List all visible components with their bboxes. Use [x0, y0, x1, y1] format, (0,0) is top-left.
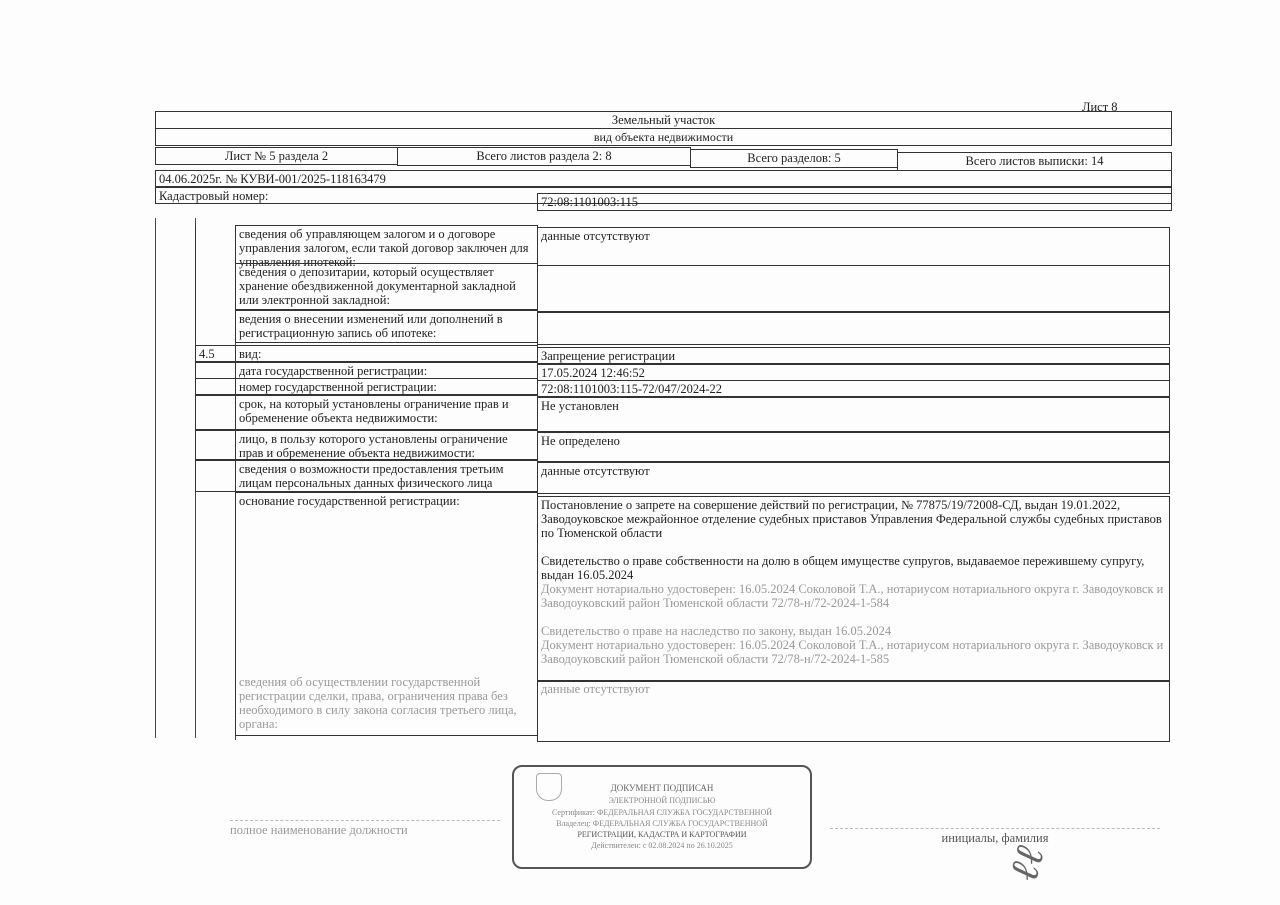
object-title: Земельный участок	[155, 111, 1172, 129]
row-label: срок, на который установлены ограничение прав и обременение объекта недвижимости:	[235, 395, 538, 430]
basis-paragraph-2	[541, 554, 1166, 610]
sheet-number: Лист 8	[1082, 100, 1118, 114]
basis-text: Документ нотариально удостоверен: 16.05.2024 Соколовой Т.А., нотариусом нотариального округа г. Заводоуковск и Заводоуковский район Тюменской области 72/78-н/72-2024-1-584	[541, 582, 1164, 610]
row-number	[195, 263, 236, 310]
registration-consent-label: сведения об осуществлении государственной регистрации сделки, права, ограничения права без необходимого в силу закона согласия третьего лица, органа:	[235, 674, 538, 736]
stamp-owner: Владелец: ФЕДЕРАЛЬНАЯ СЛУЖБА ГОСУДАРСТВЕННОЙ	[556, 819, 768, 828]
row-label: вид:	[235, 345, 538, 362]
basis-text: Свидетельство о праве собственности на долю в общем имуществе супругов, выдаваемое пережившему супругу, выдан 16.05.2024	[541, 554, 1145, 582]
extract-date-number: 04.06.2025г. № КУВИ-001/2025-118163479	[155, 170, 1172, 187]
row-number	[195, 225, 236, 264]
initials-caption: инициалы, фамилия	[830, 828, 1160, 846]
registration-consent-value: данные отсутствуют	[537, 680, 1170, 742]
sheet-of-section: Лист № 5 раздела 2	[155, 147, 398, 165]
basis-paragraph-3	[541, 624, 1166, 666]
cadastral-value: 72:08:1101003:115	[537, 193, 1172, 211]
row-number	[195, 310, 236, 343]
basis-value	[537, 496, 1170, 682]
row-label: номер государственной регистрации:	[235, 378, 538, 395]
basis-paragraph-1	[541, 498, 1166, 540]
object-caption: вид объекта недвижимости	[155, 128, 1172, 146]
basis-label: основание государственной регистрации:	[235, 492, 538, 680]
row-label: сведения о возможности предоставления третьим лицам персональных данных физического лица	[235, 460, 538, 492]
total-extract-sheets: Всего листов выписки: 14	[897, 152, 1172, 171]
row-number	[195, 460, 236, 492]
row-label: сведения об управляющем залогом и о договоре управления залогом, если такой договор заключен для управления ипотекой:	[235, 225, 538, 264]
row-number: 4.5	[195, 345, 236, 362]
stamp-validity: Действителен: с 02.08.2024 по 26.10.2025	[591, 841, 733, 850]
total-sections: Всего разделов: 5	[690, 149, 898, 168]
basis-text: Постановление о запрете на совершение действий по регистрации, № 77875/19/72008-СД, выдан 19.01.2022, Заводоуковское межрайонное отделение судебных приставов Управления Федеральной службы судебных приставов по Тюменской области	[541, 498, 1162, 540]
row-label: ведения о внесении изменений или дополнений в регистрационную запись об ипотеке:	[235, 310, 538, 343]
row-value: Запрещение регистрации	[537, 347, 1170, 364]
position-caption: полное наименование должности	[230, 820, 500, 838]
row-label: лицо, в пользу которого установлены ограничение прав и обременение объекта недвижимости:	[235, 430, 538, 460]
row-value: Не определено	[537, 432, 1170, 462]
row-number	[195, 378, 236, 395]
emblem-icon	[536, 773, 562, 801]
row-label: дата государственной регистрации:	[235, 362, 538, 379]
stamp-owner-cont: РЕГИСТРАЦИИ, КАДАСТРА И КАРТОГРАФИИ	[577, 830, 747, 839]
basis-text: Свидетельство о праве на наследство по закону, выдан 16.05.2024	[541, 624, 892, 638]
cadastral-label: Кадастровый номер:	[155, 187, 1172, 204]
signature: ℓℓ	[1000, 841, 1053, 886]
stamp-certificate: Сертификат: ФЕДЕРАЛЬНАЯ СЛУЖБА ГОСУДАРСТВЕННОЙ	[552, 808, 772, 817]
row-value: 72:08:1101003:115-72/047/2024-22	[537, 380, 1170, 397]
digital-signature-stamp	[512, 765, 812, 869]
stamp-title: ДОКУМЕНТ ПОДПИСАН	[610, 783, 714, 793]
row-value: 17.05.2024 12:46:52	[537, 364, 1170, 381]
row-value: данные отсутствуют	[537, 227, 1170, 266]
stamp-subtitle: ЭЛЕКТРОННОЙ ПОДПИСЬЮ	[608, 796, 716, 805]
row-value: Не установлен	[537, 397, 1170, 432]
row-number	[195, 395, 236, 430]
outer-left-border	[155, 218, 156, 738]
basis-text: Документ нотариально удостоверен: 16.05.2024 Соколовой Т.А., нотариусом нотариального округа г. Заводоуковск и Заводоуковский район Тюменской области 72/78-н/72-2024-1-585	[541, 638, 1164, 666]
row-value	[537, 265, 1170, 312]
row-number	[195, 362, 236, 379]
row-value	[537, 312, 1170, 345]
row-label: сведения о депозитарии, который осуществляет хранение обездвиженной документарной закладной или электронной закладной:	[235, 263, 538, 310]
row-value: данные отсутствуют	[537, 462, 1170, 494]
row-number	[195, 430, 236, 460]
total-section-sheets: Всего листов раздела 2: 8	[397, 147, 691, 166]
